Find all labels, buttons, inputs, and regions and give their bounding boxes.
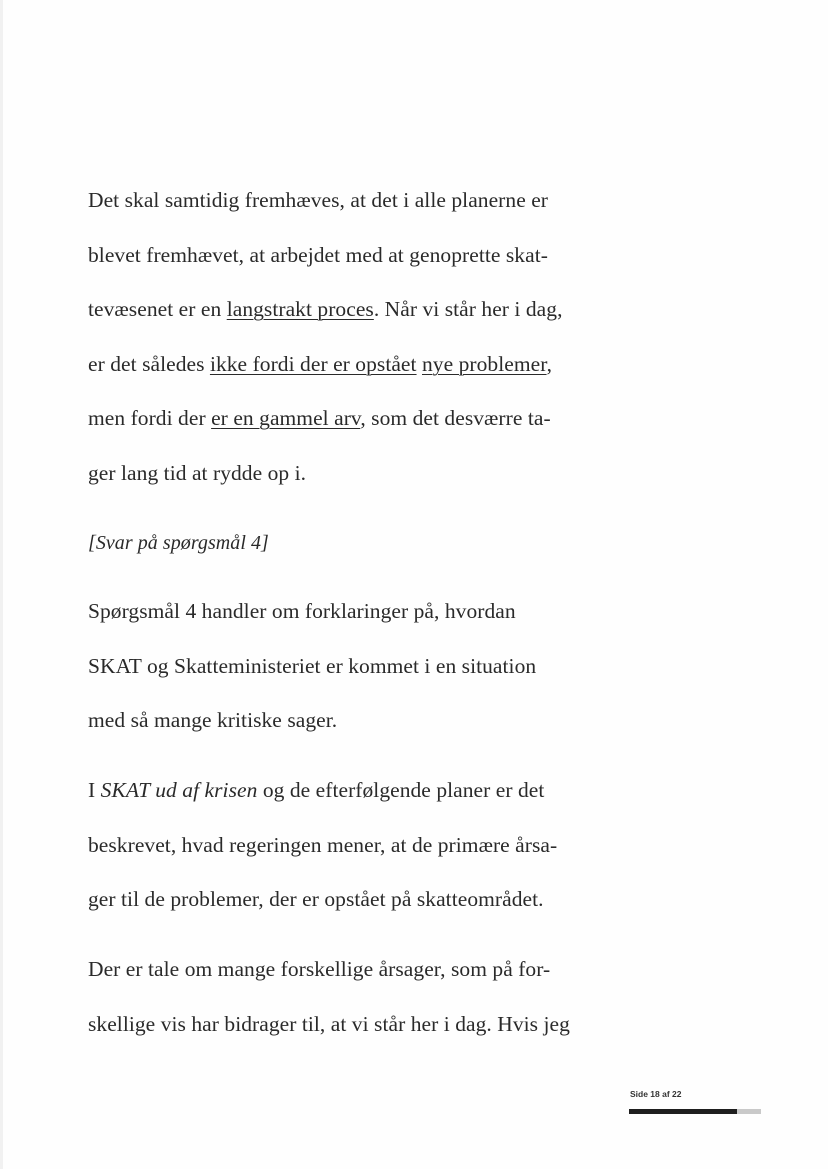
paragraph-1-line-3 <box>88 295 563 323</box>
underlined-phrase: ikke fordi der er opstået <box>209 352 417 376</box>
text-run: og de efterfølgende planer er det <box>257 778 545 802</box>
paragraph-2-line-1: Spørgsmål 4 handler om forklaringer på, hvordan <box>88 599 516 623</box>
text-run: men fordi der <box>88 406 212 430</box>
paragraph-1-line-6: ger lang tid at rydde op i. <box>88 461 307 485</box>
underlined-phrase: nye problemer <box>422 352 547 376</box>
paragraph-2-line-2: SKAT og Skatteministeriet er kommet i en situation <box>88 654 537 678</box>
text-run: tevæsenet er en <box>88 297 227 321</box>
paragraph-3-line-2: beskrevet, hvad regeringen mener, at de primære årsa- <box>88 833 558 857</box>
underlined-phrase: er en gammel arv <box>211 406 361 430</box>
italic-title: SKAT ud af krisen <box>100 778 258 802</box>
text-run: , <box>546 352 552 376</box>
scan-edge <box>0 0 3 1169</box>
text-run: er det således <box>88 352 210 376</box>
paragraph-1-line-2: blevet fremhævet, at arbejdet med at genoprette skat- <box>88 243 548 267</box>
paragraph-2-line-3: med så mange kritiske sager. <box>88 708 338 732</box>
page-number-label: Side 18 af 22 <box>630 1089 682 1099</box>
paragraph-3-line-1 <box>88 776 544 804</box>
paragraph-4-line-1: Der er tale om mange forskellige årsager, som på for- <box>88 957 551 981</box>
text-run: I <box>88 778 101 802</box>
paragraph-1-line-1: Det skal samtidig fremhæves, at det i alle planerne er <box>88 188 549 212</box>
paragraph-1-line-5 <box>88 404 551 432</box>
page-progress-bar <box>629 1109 761 1114</box>
text-run: . Når vi står her i dag, <box>373 297 563 321</box>
page-progress-fill <box>629 1109 737 1114</box>
paragraph-1-line-4 <box>88 350 552 378</box>
text-run: , som det desværre ta- <box>360 406 551 430</box>
paragraph-4-line-2: skellige vis har bidrager til, at vi står her i dag. Hvis jeg <box>88 1012 570 1036</box>
paragraph-3-line-3: ger til de problemer, der er opstået på skatteområdet. <box>88 887 544 911</box>
underlined-phrase: langstrakt proces <box>226 297 374 321</box>
answer-note: [Svar på spørgsmål 4] <box>88 532 269 554</box>
